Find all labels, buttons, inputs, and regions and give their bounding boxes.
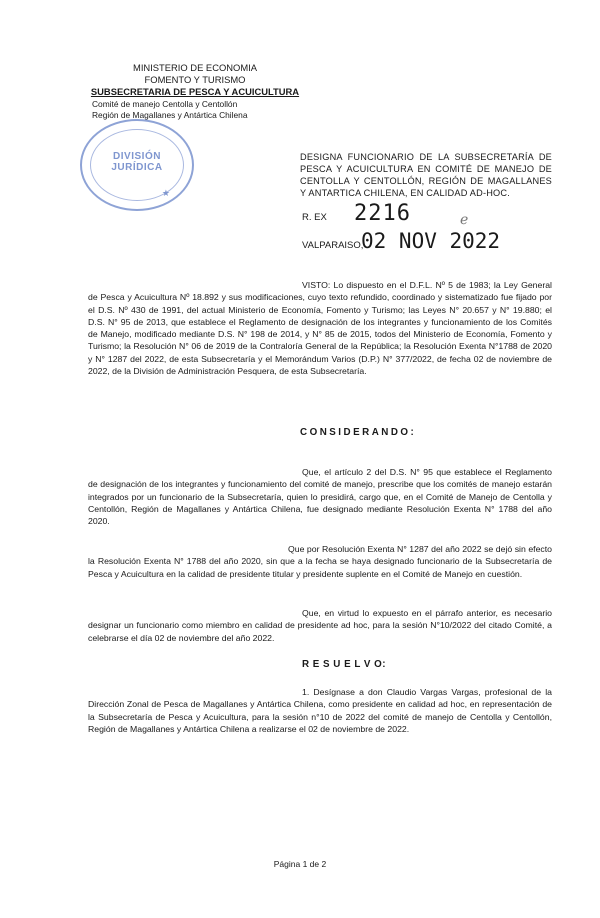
rex-label: R. EX [302, 212, 327, 223]
page-number: Página 1 de 2 [273, 859, 327, 869]
stamp-star-icon: ★ [161, 188, 170, 198]
juridica-stamp [80, 119, 194, 211]
considerando-paragraph-1: Que, el artículo 2 del D.S. N° 95 que establece el Reglamento de designación de los integrantes y funcionamiento del comité de manejo, prescribe que los comités de manejo estarán integrados por un funcionario de la Subsecretaría, quien lo presidirá, cargo que, en el Comité de Manejo de Centolla y Centollón, Región de Magallanes y Antártica Chilena, fue designado mediante Resolución Exenta N° 1788 del año 2020. [88, 467, 552, 527]
handwritten-mark-icon: ℯ [460, 211, 469, 227]
ministry-line-2: FOMENTO Y TURISMO [144, 74, 246, 85]
stamp-line-2: JURÍDICA [111, 162, 163, 173]
committee-line-1: Comité de manejo Centolla y Centollón [92, 99, 238, 109]
considerando-paragraph-3: Que, en virtud lo expuesto en el párrafo anterior, es necesario designar un funcionario como miembro en calidad de presidente ad hoc, para la sesión N°10/2022 del citado Comité, a celebrarse el día 02 de noviembre del año 2022. [88, 608, 552, 643]
resolution-title: DESIGNA FUNCIONARIO DE LA SUBSECRETARÍA DE PESCA Y ACUICULTURA EN COMITÉ DE MANEJO DE CENTOLLA Y CENTOLLÓN, REGIÓN DE MAGALLANES Y ANTARTICA CHILENA, EN CALIDAD AD-HOC. [300, 152, 552, 198]
resuelvo-item-1: 1. Desígnase a don Claudio Vargas Vargas, profesional de la Dirección Zonal de Pesca de Magallanes y Antártica Chilena, como presidente en calidad ad hoc, en representación de la Subsecretaría de Pesca y Acuicultura, para la sesión n°10 de 2022 del comité de manejo de Centolla y Centollón, Región de Magallanes y Antártica Chilena a realizarse el 02 de noviembre de 2022. [88, 687, 552, 734]
rex-number: 2216 [354, 201, 411, 226]
date-stamp: 02 NOV 2022 [361, 229, 501, 253]
subsecretaria-name: SUBSECRETARIA DE PESCA Y ACUICULTURA [90, 86, 300, 97]
place-label: VALPARAISO, [302, 240, 364, 251]
visto-paragraph: VISTO: Lo dispuesto en el D.F.L. Nº 5 de 1983; la Ley General de Pesca y Acuicultura Nº 18.892 y sus modificaciones, cuyo texto refundido, coordinado y sistematizado fue fijado por el D.S. Nº 430 de 1991, del actual Ministerio de Economía, Fomento y Turismo; las Leyes N° 20.657 y N° 19.880; el D.S. N° 95 de 2013, que establece el Reglamento de designación de los integrantes y funcionamiento de los Comités de Manejo, modificado mediante D.S. N° 198 de 2014, y N° 85 de 2015, todos del Ministerio de Economía, Fomento y Turismo; la Resolución N° 06 de 2019 de la Contraloría General de la República; la Resolución Exenta N°1788 de 2020 y N° 1287 del 2022, de esta Subsecretaría y el Memorándum Varios (D.P.) N° 377/2022, de fecha 02 de noviembre de 2022, de la División de Administración Pesquera, de esta Subsecretaría. [88, 280, 552, 377]
resuelvo-heading: R E S U E L V O: [302, 659, 387, 670]
ministry-line-1: MINISTERIO DE ECONOMIA [133, 62, 257, 73]
stamp-line-1: DIVISIÓN [113, 151, 161, 162]
considerando-paragraph-2: Que por Resolución Exenta N° 1287 del año 2022 se dejó sin efecto la Resolución Exenta N° 1788 del año 2020, sin que a la fecha se haya designado funcionario de la Subsecretaría de Pesca y Acuicultura en la calidad de presidente titular y presidente suplente en el Comité de Manejo en cuestión. [88, 544, 552, 579]
stamp-text [82, 151, 192, 173]
committee-line-2: Región de Magallanes y Antártica Chilena [92, 110, 248, 120]
considerando-heading: CONSIDERANDO: [300, 427, 417, 438]
